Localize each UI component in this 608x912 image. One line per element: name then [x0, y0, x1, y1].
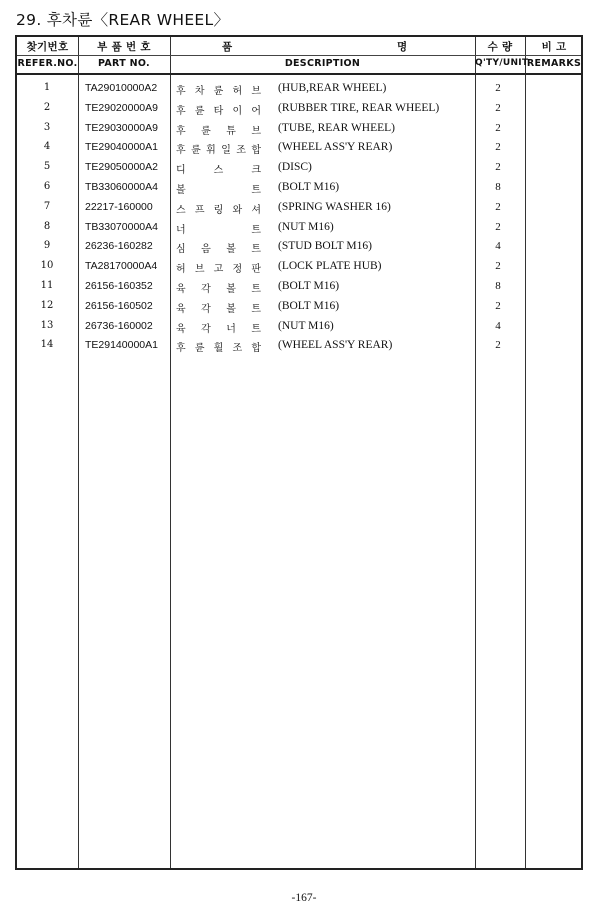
part-number: 26236-160282 [85, 240, 153, 253]
description: (NUT M16) [278, 220, 334, 233]
korean-name: 너 트 [176, 224, 264, 236]
table-row [17, 198, 581, 218]
header-part-en: PART NO. [98, 58, 150, 69]
korean-name: 육 각 볼 트 [176, 303, 264, 315]
quantity: 2 [495, 101, 501, 114]
korean-name: 후 륜 타 이 어 [176, 105, 264, 117]
quantity: 8 [495, 181, 501, 193]
quantity: 2 [495, 260, 501, 273]
korean-name: 디 스 크 [176, 165, 264, 177]
quantity: 2 [495, 161, 501, 174]
header-part-kr: 부 품 번 호 [97, 41, 151, 53]
table-row [17, 99, 581, 119]
part-number: TE29040000A1 [85, 141, 158, 154]
quantity: 2 [495, 220, 501, 233]
table-row [17, 178, 581, 198]
quantity: 2 [495, 339, 501, 352]
korean-name: 후 륜 휘 일 조 합 [176, 145, 264, 157]
part-number: TB33070000A4 [85, 220, 158, 233]
header-name-kr-right: 명 [397, 41, 408, 53]
description: (WHEEL ASS'Y REAR) [278, 339, 393, 352]
ref-number: 3 [43, 121, 51, 133]
korean-name: 볼 트 [176, 185, 264, 196]
korean-name: 스 프 링 와 셔 [176, 204, 264, 216]
header-remarks-kr: 비 고 [541, 41, 567, 53]
quantity: 4 [495, 240, 501, 253]
korean-name: 후 차 륜 허 브 [176, 86, 264, 97]
ref-number: 11 [40, 280, 54, 291]
table-row [17, 79, 581, 99]
korean-name: 심 음 볼 트 [176, 244, 264, 256]
header-description: DESCRIPTION [284, 58, 361, 69]
part-number: TB33060000A4 [85, 181, 158, 193]
quantity: 8 [495, 280, 501, 292]
table-row [17, 277, 581, 297]
part-number: TE29020000A9 [85, 101, 158, 114]
description: (RUBBER TIRE, REAR WHEEL) [278, 101, 440, 114]
header-qty-en: Q'TY/UNIT [475, 58, 529, 68]
table-row [17, 158, 581, 178]
header-bottom-rule [17, 73, 581, 75]
part-number: 22217-160000 [85, 200, 153, 213]
ref-number: 6 [43, 181, 51, 192]
quantity: 2 [495, 121, 501, 134]
korean-name: 후 륜 휠 조 합 [176, 343, 264, 355]
korean-name: 육 각 볼 트 [176, 284, 264, 295]
description: (TUBE, REAR WHEEL) [278, 121, 396, 134]
ref-number: 5 [43, 161, 51, 173]
ref-number: 10 [40, 260, 54, 272]
part-number: TE29140000A1 [85, 339, 158, 352]
description: (BOLT M16) [278, 280, 340, 292]
part-number: TE29030000A9 [85, 121, 158, 134]
ref-number: 4 [43, 141, 51, 153]
part-number: 26156-160502 [85, 299, 153, 312]
part-number: 26736-160002 [85, 319, 153, 332]
table-row [17, 257, 581, 277]
part-number: TA28170000A4 [85, 260, 158, 273]
header-ref-en: REFER.NO. [17, 58, 78, 69]
description: (HUB,REAR WHEEL) [278, 82, 387, 94]
ref-number: 2 [43, 101, 51, 113]
quantity: 2 [495, 299, 501, 312]
description: (NUT M16) [278, 319, 334, 332]
header-divider [17, 55, 581, 56]
description: (BOLT M16) [278, 299, 340, 312]
page-title: 29. 후차륜〈REAR WHEEL〉 [16, 11, 230, 29]
table-row [17, 218, 581, 238]
part-number: TA29010000A2 [85, 82, 158, 94]
header-remarks-en: REMARKS [526, 58, 582, 69]
quantity: 4 [495, 319, 501, 332]
table-row [17, 336, 581, 356]
ref-number: 7 [43, 200, 51, 212]
ref-number: 12 [40, 299, 54, 311]
table-row [17, 317, 581, 337]
table-row [17, 237, 581, 257]
ref-number: 13 [40, 319, 54, 331]
description: (BOLT M16) [278, 181, 340, 193]
description: (LOCK PLATE HUB) [278, 260, 382, 273]
table-row [17, 297, 581, 317]
ref-number: 1 [43, 82, 51, 93]
korean-name: 허 브 고 정 판 [176, 264, 264, 276]
part-number: 26156-160352 [85, 280, 153, 292]
description: (SPRING WASHER 16) [278, 200, 391, 213]
header-qty-kr: 수 량 [487, 41, 513, 53]
part-number: TE29050000A2 [85, 161, 158, 174]
ref-number: 8 [43, 220, 51, 232]
table-row [17, 119, 581, 139]
page-number: -167- [291, 892, 317, 904]
header-ref-kr: 찾기번호 [26, 41, 69, 53]
quantity: 2 [495, 141, 501, 154]
quantity: 2 [495, 200, 501, 213]
parts-table [15, 35, 583, 870]
quantity: 2 [495, 82, 501, 94]
ref-number: 14 [40, 339, 54, 351]
header-name-kr-left: 품 [222, 41, 233, 53]
description: (WHEEL ASS'Y REAR) [278, 141, 393, 154]
table-row [17, 138, 581, 158]
korean-name: 후 륜 튜 브 [176, 125, 264, 137]
description: (DISC) [278, 161, 312, 174]
description: (STUD BOLT M16) [278, 240, 372, 253]
ref-number: 9 [43, 240, 51, 252]
korean-name: 육 각 너 트 [176, 323, 264, 335]
